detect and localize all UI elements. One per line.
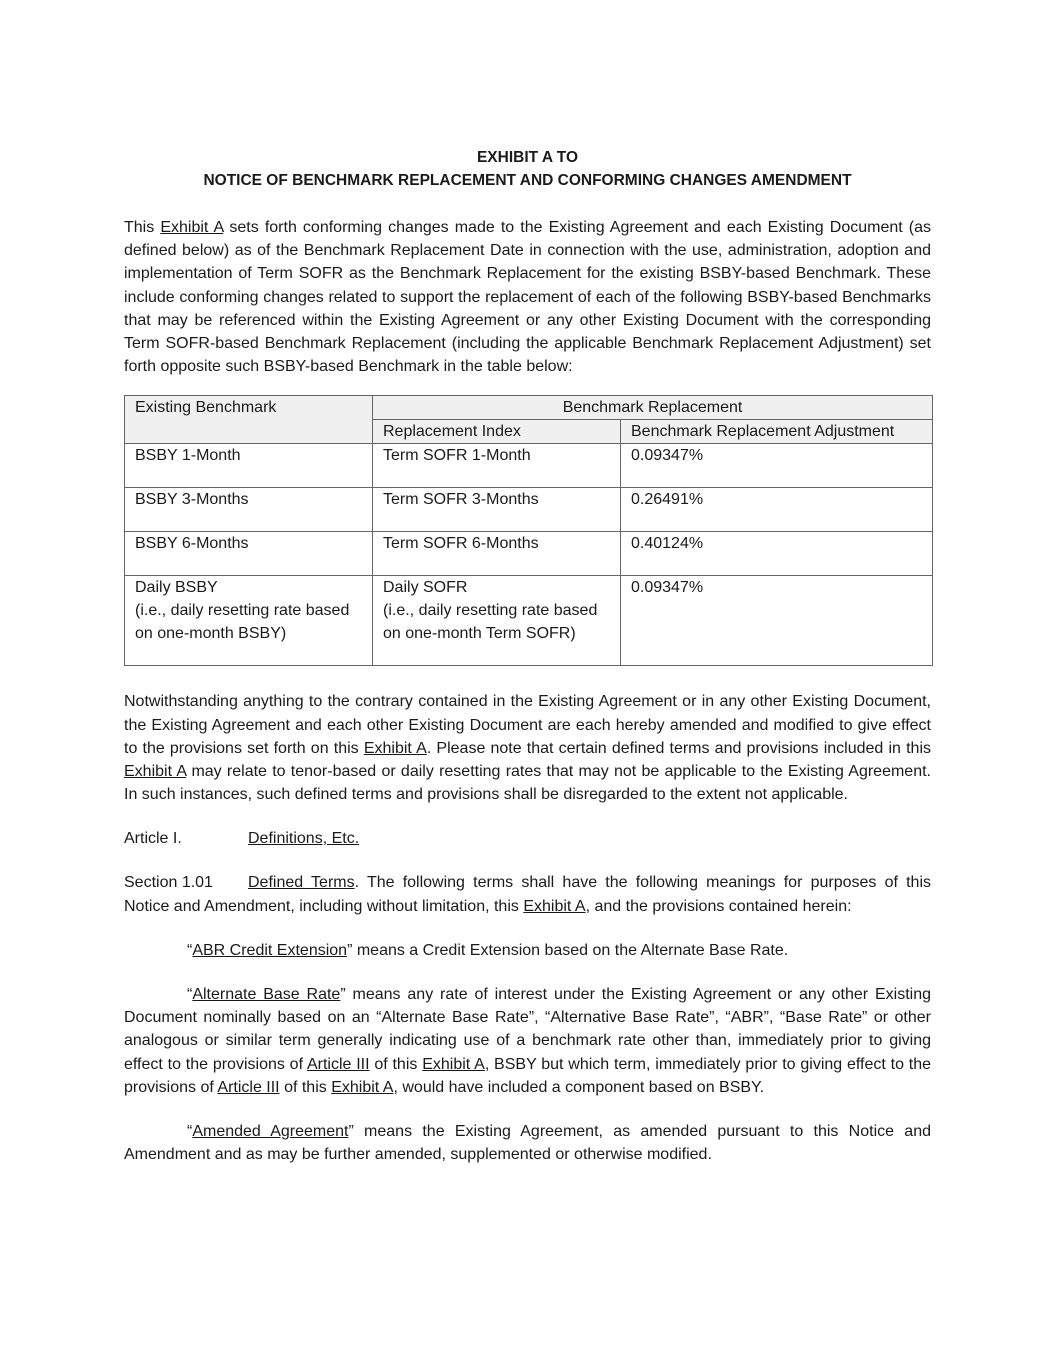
exhibit-a-reference: Exhibit A <box>160 219 224 236</box>
header-existing-benchmark: Existing Benchmark <box>125 396 373 444</box>
notwithstanding-paragraph: Notwithstanding anything to the contrary contained in the Existing Agreement or in any other Existing Document, the Existing Agreement and each other Existing Document are each hereby amended and modified to give effect to the provisions set forth on this Exhibit A. Please note that certain defined terms and provisions included in this Exhibit A may relate to tenor-based or daily resetting rates that may not be applicable to the Existing Agreement. In such instances, such defined terms and provisions shall be disregarded to the extent not applicable. <box>124 693 931 804</box>
intro-paragraph: This Exhibit A sets forth conforming changes made to the Existing Agreement and each Existing Document (as defined below) as of the Benchmark Replacement Date in connection with the use, administration, adoption and implementation of Term SOFR as the Benchmark Replacement for the existing BSBY-based Benchmark. These include conforming changes related to support the replacement of each of the following BSBY-based Benchmarks that may be referenced within the Existing Agreement or any other Existing Document with the corresponding Term SOFR-based Benchmark Replacement (including the applicable Benchmark Replacement Adjustment) set forth opposite such BSBY-based Benchmark in the table below: <box>124 219 932 376</box>
notice-title: NOTICE OF BENCHMARK REPLACEMENT AND CONFORMING CHANGES AMENDMENT <box>203 172 852 189</box>
cell-existing: BSBY 3-Months <box>125 488 373 532</box>
cell-index: Term SOFR 6-Months <box>373 532 621 576</box>
definition-alternate-base-rate: “Alternate Base Rate” means any rate of interest under the Existing Agreement or any other Existing Document nominally based on an “Alternate Base Rate”, “Alternative Base Rate”, “ABR”, “Base Rate” or other analogous or similar term generally indicating use of a benchmark rate other than, immediately prior to giving effect to the provisions of Article III of this Exhibit A, BSBY but which term, immediately prior to giving effect to the provisions of Article III of this Exhibit A, would have included a component based on BSBY. <box>124 986 932 1096</box>
header-replacement-index: Replacement Index <box>373 420 621 444</box>
exhibit-a-reference: Exhibit A <box>363 739 427 757</box>
exhibit-a-reference: Exhibit A <box>523 897 586 915</box>
cell-adjustment: 0.09347% <box>621 576 933 666</box>
definition-abr-credit-extension: “ABR Credit Extension” means a Credit Extension based on the Alternate Base Rate. <box>187 941 789 959</box>
cell-index: Term SOFR 1-Month <box>373 444 621 488</box>
cell-adjustment: 0.26491% <box>621 488 933 532</box>
cell-existing: BSBY 1-Month <box>125 444 373 488</box>
table-row <box>125 532 933 576</box>
table-row <box>125 576 933 666</box>
cell-adjustment: 0.40124% <box>621 532 933 576</box>
section-title: Defined Terms <box>248 874 355 892</box>
cell-index: Term SOFR 3-Months <box>373 488 621 532</box>
section-paragraph: Section 1.01 Defined Terms. The following terms shall have the following meanings for purposes of this Notice and Amendment, including without limitation, this Exhibit A, and the provisions contained herein: <box>124 874 932 915</box>
table-row <box>125 444 933 488</box>
cell-adjustment: 0.09347% <box>621 444 933 488</box>
article-heading: Article I. Definitions, Etc. <box>124 830 360 848</box>
table-row <box>125 488 933 532</box>
exhibit-title: EXHIBIT A TO <box>476 149 579 166</box>
exhibit-a-reference: Exhibit A <box>124 763 187 781</box>
benchmark-table <box>124 395 933 666</box>
cell-existing: Daily BSBY (i.e., daily resetting rate based on one-month BSBY) <box>125 576 373 666</box>
cell-existing: BSBY 6-Months <box>125 532 373 576</box>
definition-amended-agreement: “Amended Agreement” means the Existing Agreement, as amended pursuant to this Notice and Amendment and as may be further amended, supplemented or otherwise modified. <box>124 1123 931 1164</box>
header-adjustment: Benchmark Replacement Adjustment <box>621 420 933 444</box>
header-benchmark-replacement: Benchmark Replacement <box>373 396 933 420</box>
cell-index: Daily SOFR (i.e., daily resetting rate based on one-month Term SOFR) <box>373 576 621 666</box>
document-page <box>124 146 931 1166</box>
